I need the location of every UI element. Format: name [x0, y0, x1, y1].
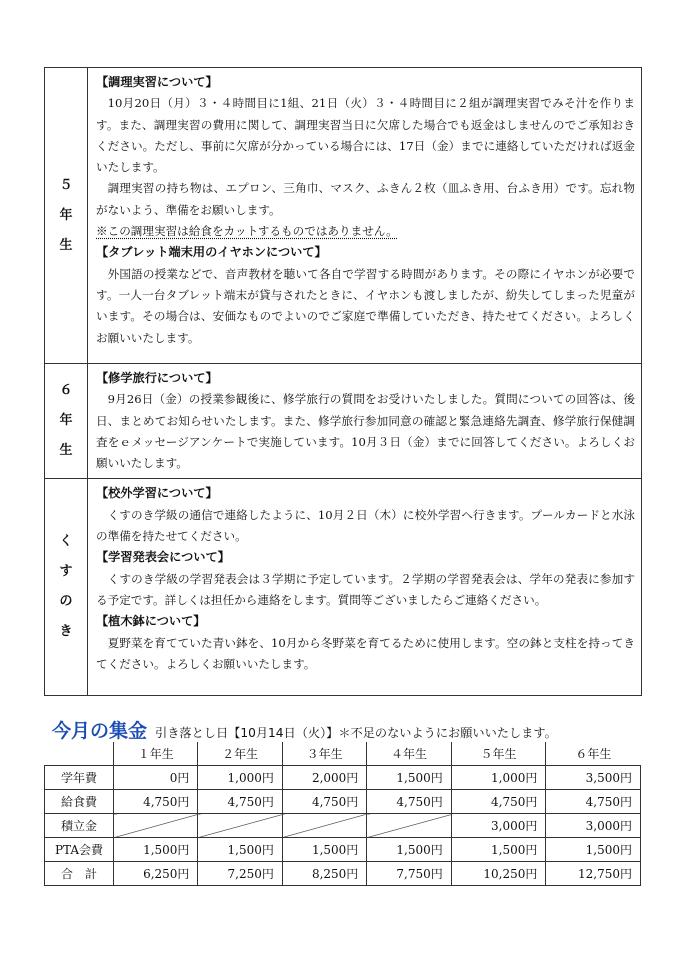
fee-cell: 4,750円 — [367, 790, 451, 814]
fee-cell: 3,000円 — [451, 814, 546, 838]
fee-cell: 6,250円 — [114, 862, 198, 886]
grade5-row — [45, 68, 642, 364]
fee-cell: 4,750円 — [451, 790, 546, 814]
fee-row-total — [45, 862, 641, 886]
fee-cell: 10,250円 — [451, 862, 546, 886]
fee-cell: 4,750円 — [282, 790, 366, 814]
grade6-label: ６ 年 生 — [45, 364, 88, 479]
earphone-paragraph: 外国語の授業などで、音声教材を聴いて各自で学習する時間があります。その際にイヤホンが必要です。一人一台タブレット端末が貸与されたときに、イヤホンも渡しましたが、紛失してしまった児童がいます。その場合は、安価なものでよいのでご家庭で準備していただき、持たせてください。よろしくお願いいたします。 — [96, 266, 635, 345]
fee-header-grade3: ３年生 — [282, 742, 366, 766]
fee-cell: 1,500円 — [114, 838, 198, 862]
fee-row-label: PTA会費 — [45, 838, 114, 862]
presentation-paragraph: くすのき学級の学習発表会は３学期に予定しています。２学期の学習発表会は、学年の発表に参加する予定です。詳しくは担任から連絡をします。質問等ございましたらご連絡ください。 — [96, 571, 635, 607]
fee-cell: 1,000円 — [198, 766, 282, 790]
fee-row-label: 積立金 — [45, 814, 114, 838]
payment-title-bar — [52, 716, 557, 743]
fee-cell-empty — [114, 814, 198, 838]
fee-cell-empty — [367, 814, 451, 838]
fee-cell: 2,000円 — [282, 766, 366, 790]
fee-row-label: 合 計 — [45, 862, 114, 886]
fee-cell-empty — [198, 814, 282, 838]
payment-title: 今月の集金 — [52, 720, 148, 742]
fee-row-label: 学年費 — [45, 766, 114, 790]
kusunoki-content — [88, 479, 642, 696]
fee-cell: 7,750円 — [367, 862, 451, 886]
fee-row-grade-fee — [45, 766, 641, 790]
grade5-label: ５ 年 生 — [45, 68, 88, 364]
planter-heading: 【植木鉢について】 — [96, 614, 206, 629]
fee-cell: 1,500円 — [546, 838, 641, 862]
grade5-content — [88, 68, 642, 364]
kusunoki-row — [45, 479, 642, 696]
field-trip-heading: 【校外学習について】 — [96, 486, 218, 501]
earphone-heading: 【タブレット端末用のイヤホンについて】 — [96, 245, 327, 260]
fee-cell: 3,000円 — [546, 814, 641, 838]
fee-header-corner — [45, 742, 114, 766]
fee-cell: 7,250円 — [198, 862, 282, 886]
fee-header-row — [45, 742, 641, 766]
school-trip-heading: 【修学旅行について】 — [96, 371, 218, 385]
fee-cell: 1,000円 — [451, 766, 546, 790]
fee-header-grade6: ６年生 — [546, 742, 641, 766]
cooking-practice-heading: 【調理実習について】 — [96, 75, 218, 89]
fee-row-savings — [45, 814, 641, 838]
fee-row-label: 給食費 — [45, 790, 114, 814]
fee-cell: 1,500円 — [367, 766, 451, 790]
school-trip-paragraph: 9月26日（金）の授業参観後に、修学旅行の質問をお受けいたしました。質問についての回答は、後日、まとめてお知らせいたします。また、修学旅行参加同意の確認と緊急連絡先調査、修学旅行保健調査をｅメッセージアンケートで実施しています。10月３日（金）までに回答してください。よろしくお願いいたします。 — [96, 392, 635, 471]
grade-notices-table — [44, 67, 642, 696]
kusunoki-label: く す の き — [45, 479, 88, 696]
fee-table — [44, 742, 641, 886]
fee-cell: 1,500円 — [367, 838, 451, 862]
fee-cell-empty — [282, 814, 366, 838]
grade6-row — [45, 364, 642, 479]
fee-header-grade2: ２年生 — [198, 742, 282, 766]
field-trip-paragraph: くすのき学級の通信で連絡したように、10月２日（木）に校外学習へ行きます。プールカードと水泳の準備を持たせてください。 — [96, 507, 635, 544]
payment-subtitle: 引き落とし日【10月14日（火）】＊不足のないようにお願いいたします。 — [155, 726, 557, 740]
cooking-note: ※この調理実習は給食をカットするものではありません。 — [96, 224, 398, 239]
fee-cell: 12,750円 — [546, 862, 641, 886]
grade6-content — [88, 364, 642, 479]
cooking-items-paragraph: 調理実習の持ち物は、エプロン、三角巾、マスク、ふきん２枚（皿ふき用、台ふき用）です。忘れ物がないよう、準備をお願いします。 — [96, 181, 635, 217]
fee-cell: 0円 — [114, 766, 198, 790]
fee-header-grade1: １年生 — [114, 742, 198, 766]
cooking-practice-paragraph: 10月20日（月）３・４時間目に1組、21日（火）３・４時間目に２組が調理実習でみそ汁を作ります。また、調理実習の費用に関して、調理実習当日に欠席した場合でも返金はしませんのでご承知おきください。ただし、事前に欠席が分かっている場合には、17日（金）までに連絡していただければ返金いたします。 — [96, 96, 635, 175]
fee-cell: 1,500円 — [451, 838, 546, 862]
fee-header-grade4: ４年生 — [367, 742, 451, 766]
fee-cell: 1,500円 — [198, 838, 282, 862]
presentation-heading: 【学習発表会について】 — [96, 550, 230, 565]
fee-row-pta — [45, 838, 641, 862]
fee-cell: 1,500円 — [282, 838, 366, 862]
fee-cell: 3,500円 — [546, 766, 641, 790]
planter-paragraph: 夏野菜を育てていた青い鉢を、10月から冬野菜を育てるために使用します。空の鉢と支柱を持ってきてください。よろしくお願いいたします。 — [96, 635, 635, 671]
fee-cell: 4,750円 — [114, 790, 198, 814]
fee-header-grade5: ５年生 — [451, 742, 546, 766]
fee-row-lunch — [45, 790, 641, 814]
fee-cell: 4,750円 — [198, 790, 282, 814]
fee-cell: 4,750円 — [546, 790, 641, 814]
fee-cell: 8,250円 — [282, 862, 366, 886]
